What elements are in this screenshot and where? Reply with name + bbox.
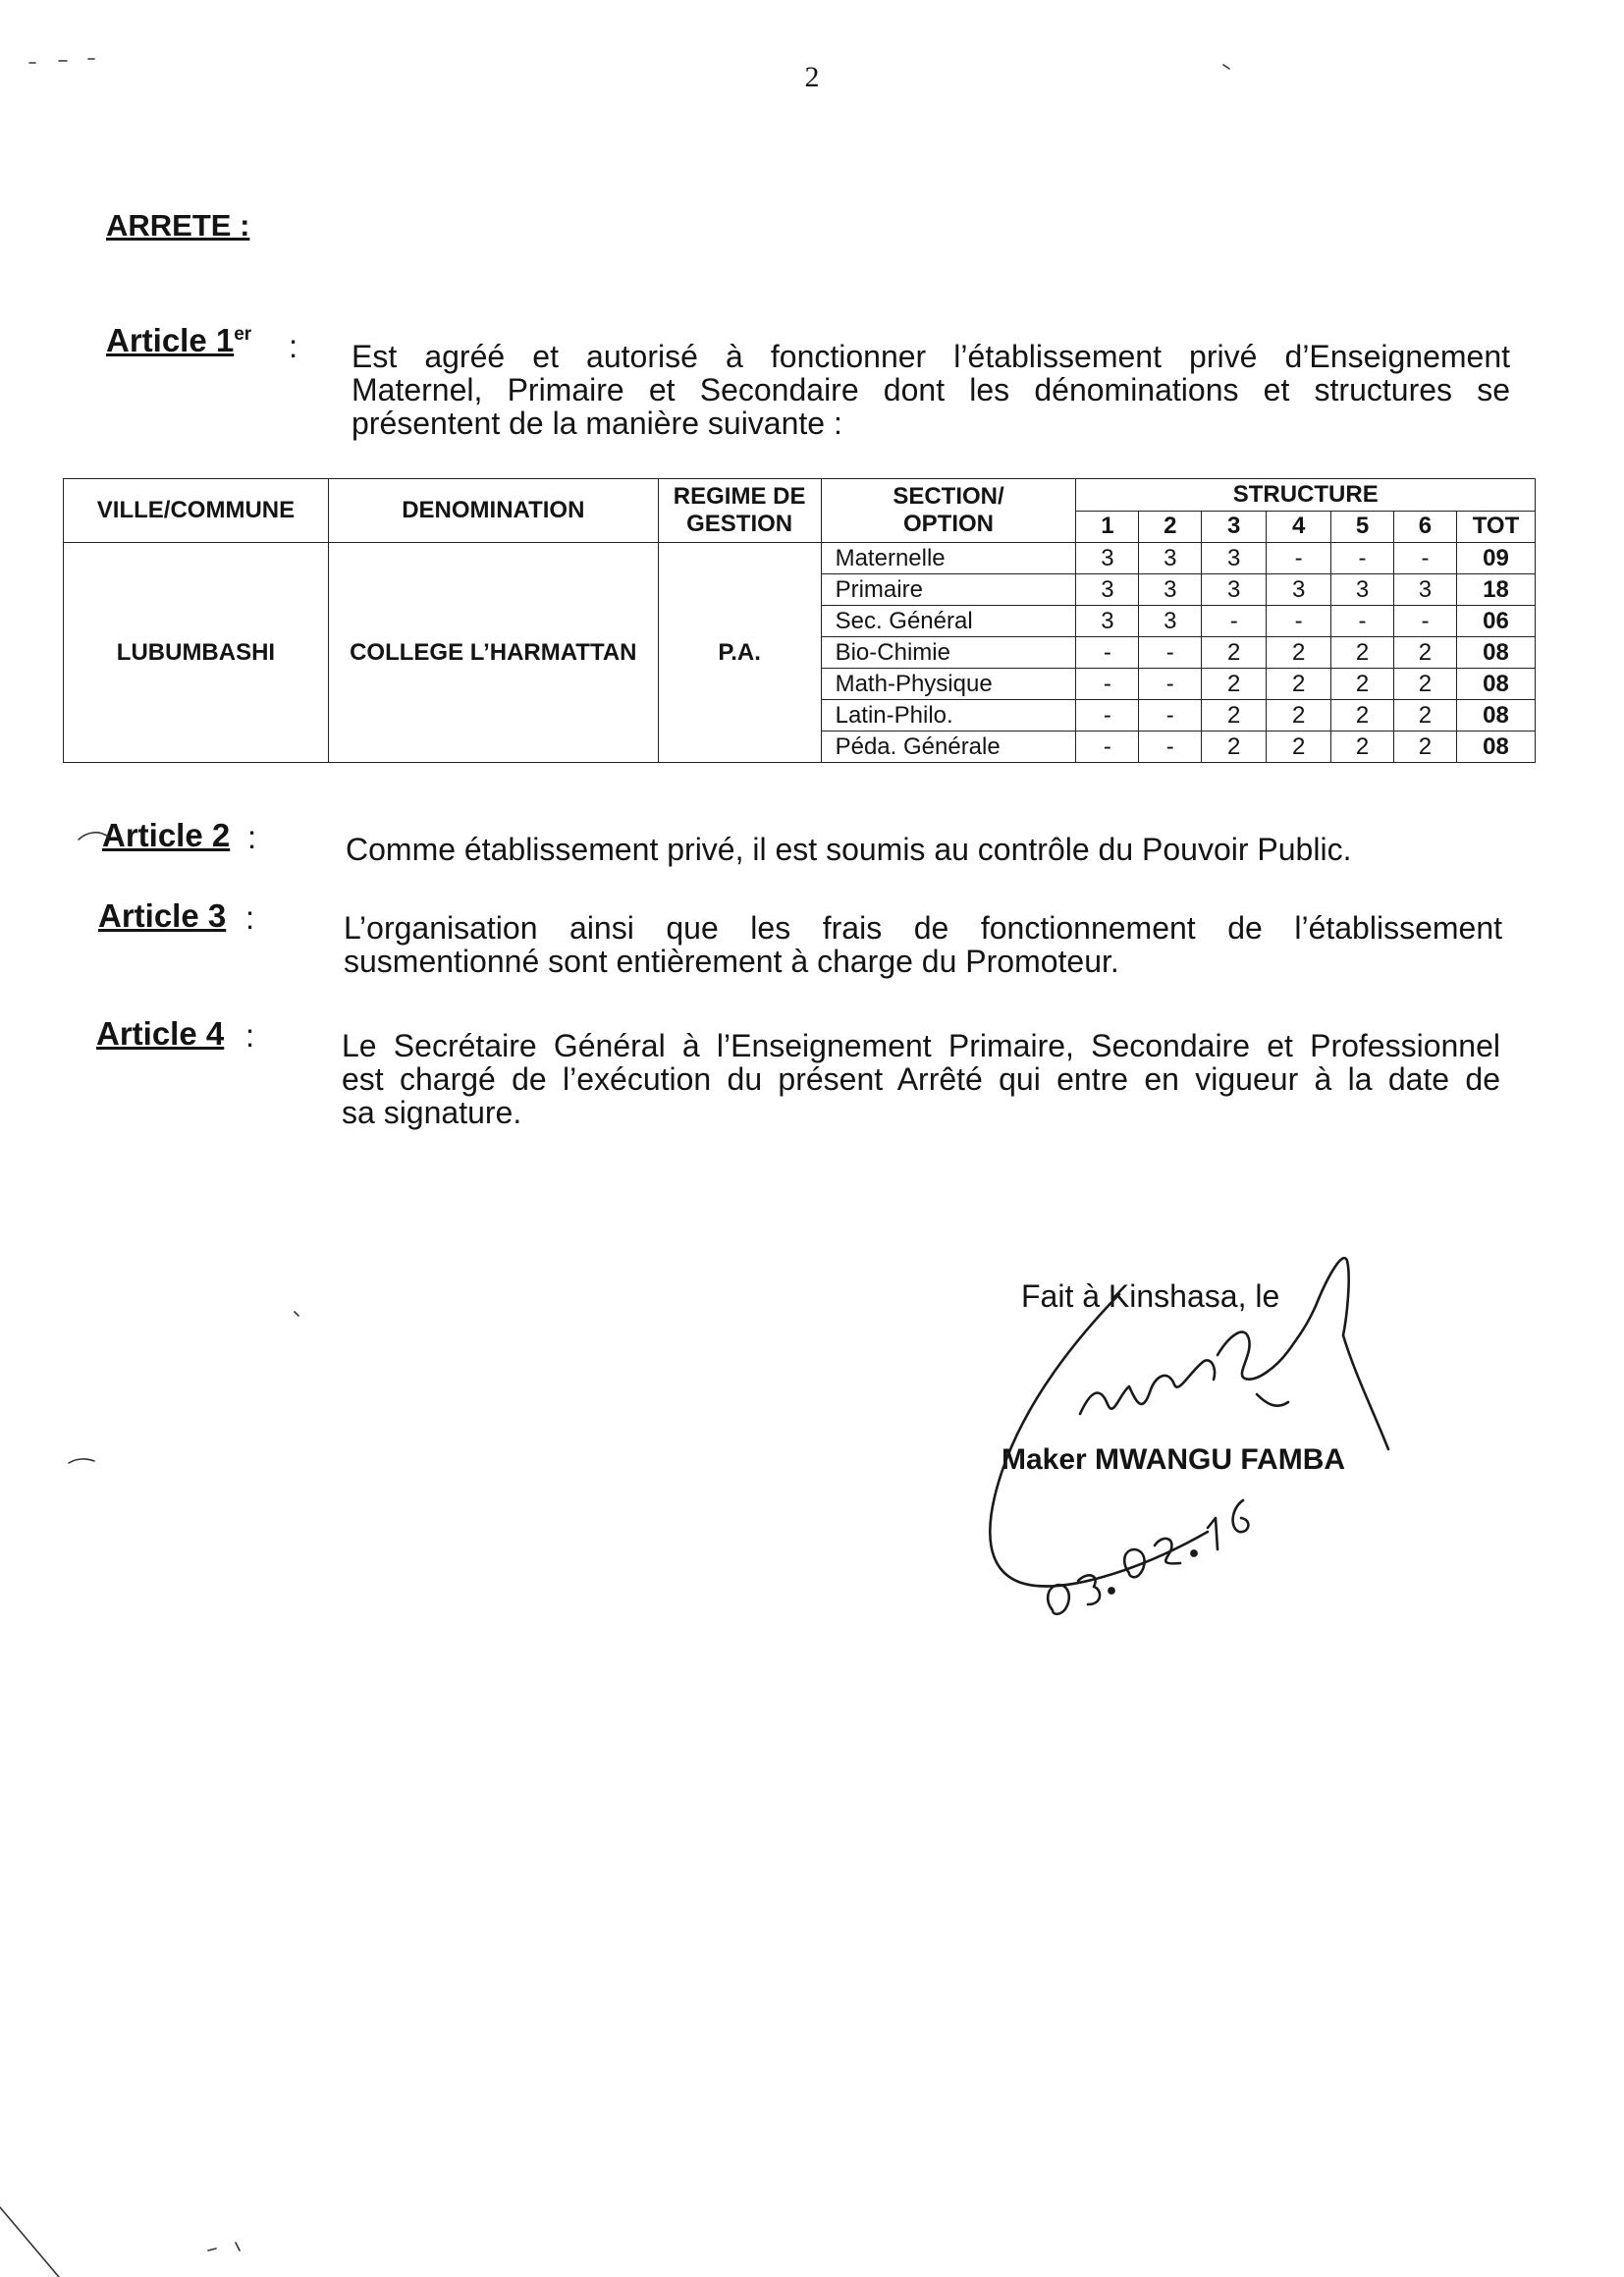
option-cell: Latin-Philo. [821,700,1076,732]
header-denomination: DENOMINATION [328,479,658,543]
article-1-colon: : [289,328,298,364]
place-and-date-line: Fait à Kinshasa, le [1021,1278,1280,1314]
decree-heading: ARRETE : [106,208,250,243]
value-cell: 2 [1267,732,1331,763]
value-cell: 2 [1331,669,1394,700]
header-regime-line-2: GESTION [686,511,793,537]
page-number: 2 [804,61,820,93]
value-cell: 3 [1076,606,1139,637]
article-4-line: sa signature. [342,1095,522,1130]
value-cell: 2 [1202,669,1267,700]
value-cell: 3 [1267,574,1331,606]
option-cell: Sec. Général [821,606,1076,637]
header-year-1: 1 [1076,511,1139,543]
value-cell: - [1076,637,1139,669]
article-1-sup: er [234,324,252,345]
total-cell: 08 [1456,637,1535,669]
header-regime-line-1: REGIME DE [673,483,806,510]
article-3-colon: : [245,899,255,936]
header-year-2: 2 [1139,511,1202,543]
article-3-title: Article 3 [98,897,227,934]
article-4-line: Le Secrétaire Général à l’Enseignement Primaire, Secondaire et Professionnel [342,1028,1500,1063]
value-cell: 3 [1139,574,1202,606]
value-cell: 2 [1267,700,1331,732]
total-cell: 08 [1456,700,1535,732]
value-cell: 3 [1139,543,1202,574]
value-cell: - [1331,606,1394,637]
header-year-3: 3 [1202,511,1267,543]
value-cell: 2 [1331,637,1394,669]
article-3-line: susmentionné sont entièrement à charge du Promoteur. [344,944,1119,979]
total-cell: 08 [1456,669,1535,700]
value-cell: 2 [1394,669,1457,700]
header-structure: STRUCTURE [1076,479,1536,512]
article-1-title: Article 1 [106,322,235,358]
value-cell: 3 [1076,543,1139,574]
article-1-line: Est agréé et autorisé à fonctionner l’établissement privé d’Enseignement [352,339,1510,374]
value-cell: 2 [1202,700,1267,732]
header-section-line-2: OPTION [902,511,994,537]
header-year-4: 4 [1267,511,1331,543]
value-cell: - [1076,669,1139,700]
article-1-line: Maternel, Primaire et Secondaire dont les dénominations et structures se [352,372,1510,407]
option-cell: Primaire [821,574,1076,606]
option-cell: Math-Physique [821,669,1076,700]
header-ville: VILLE/COMMUNE [64,479,329,543]
value-cell: - [1139,669,1202,700]
value-cell: 3 [1394,574,1457,606]
ville-cell: LUBUMBASHI [64,543,329,763]
value-cell: - [1139,637,1202,669]
value-cell: - [1139,732,1202,763]
value-cell: 2 [1394,700,1457,732]
article-2-title: Article 2 [102,817,231,853]
value-cell: 3 [1202,574,1267,606]
total-cell: 18 [1456,574,1535,606]
total-cell: 06 [1456,606,1535,637]
value-cell: - [1139,700,1202,732]
value-cell: 2 [1267,637,1331,669]
value-cell: 3 [1076,574,1139,606]
header-section-line-1: SECTION/ [893,483,1004,510]
header-year-6: 6 [1394,511,1457,543]
header-year-5: 5 [1331,511,1394,543]
value-cell: - [1331,543,1394,574]
article-1-line: présentent de la manière suivante : [352,406,842,441]
signatory-name: Maker MWANGU FAMBA [1001,1443,1346,1476]
value-cell: 2 [1202,732,1267,763]
article-4-title: Article 4 [96,1015,225,1052]
article-4-colon: : [245,1017,255,1054]
value-cell: 3 [1331,574,1394,606]
value-cell: 3 [1139,606,1202,637]
total-cell: 08 [1456,732,1535,763]
value-cell: - [1394,543,1457,574]
regime-cell: P.A. [658,543,821,763]
value-cell: - [1202,606,1267,637]
value-cell: 2 [1394,732,1457,763]
option-cell: Péda. Générale [821,732,1076,763]
article-2-text: Comme établissement privé, il est soumis au contrôle du Pouvoir Public. [346,832,1352,867]
value-cell: 2 [1267,669,1331,700]
article-4-line: est chargé de l’exécution du présent Arrêté qui entre en vigueur à la date de [342,1061,1500,1097]
value-cell: 2 [1202,637,1267,669]
value-cell: 2 [1331,732,1394,763]
value-cell: - [1076,700,1139,732]
value-cell: - [1267,543,1331,574]
article-3-line: L’organisation ainsi que les frais de fonctionnement de l’établissement [344,910,1502,946]
value-cell: - [1076,732,1139,763]
denomination-cell: COLLEGE L’HARMATTAN [328,543,658,763]
value-cell: 2 [1331,700,1394,732]
article-2-colon: : [247,819,257,855]
value-cell: 2 [1394,637,1457,669]
header-total: TOT [1456,511,1535,543]
option-cell: Maternelle [821,543,1076,574]
option-cell: Bio-Chimie [821,637,1076,669]
value-cell: 3 [1202,543,1267,574]
value-cell: - [1267,606,1331,637]
total-cell: 09 [1456,543,1535,574]
value-cell: - [1394,606,1457,637]
